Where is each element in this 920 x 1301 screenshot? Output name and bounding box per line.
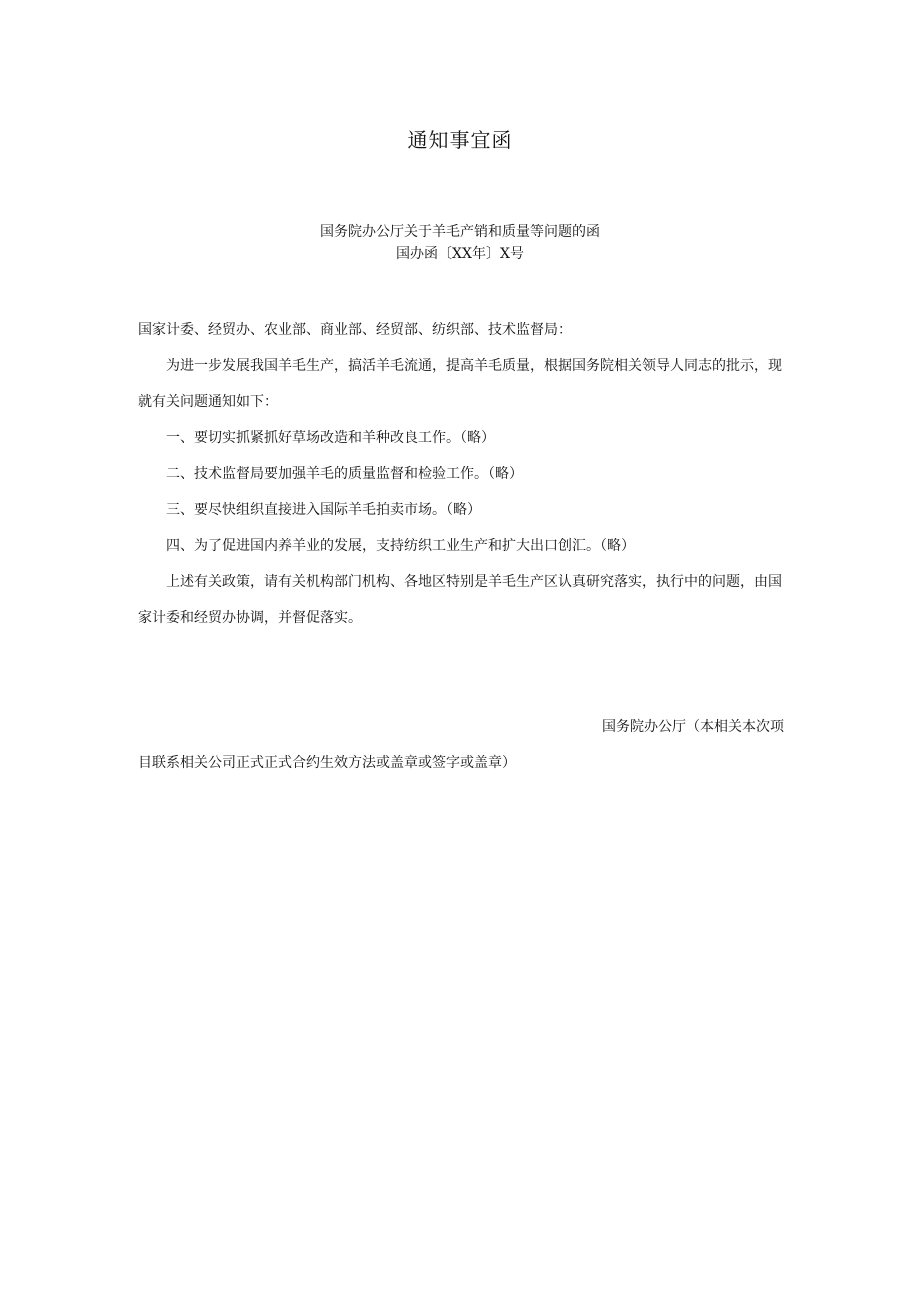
signature-line-1: 国务院办公厅（本相关本次项	[602, 719, 784, 735]
recipients-line: 国家计委、经贸办、农业部、商业部、经贸部、纺织部、技术监督局：	[138, 322, 572, 338]
signature-line-2: 目联系相关公司正式正式合约生效方法或盖章或签字或盖章）	[138, 755, 516, 771]
paragraph-item-3: 三、要尽快组织直接进入国际羊毛拍卖市场。（略）	[166, 502, 481, 518]
document-subtitle: 国务院办公厅关于羊毛产销和质量等问题的函	[320, 224, 600, 240]
paragraph-item-4: 四、为了促进国内养羊业的发展，支持纺织工业生产和扩大出口创汇。（略）	[166, 538, 635, 554]
paragraph-closing: 上述有关政策，请有关机构部门机构、各地区特别是羊毛生产区认真研究落实，执行中的问题，由国家计委和经贸办协调，并督促落实。	[138, 574, 782, 626]
document-body	[138, 312, 784, 636]
paragraph-item-1: 一、要切实抓紧抓好草场改造和羊种改良工作。（略）	[166, 430, 495, 446]
signature-block	[138, 709, 784, 781]
document-title: 通知事宜函	[407, 128, 513, 152]
paragraph-intro: 为进一步发展我国羊毛生产，搞活羊毛流通，提高羊毛质量，根据国务院相关领导人同志的批示，现就有关问题通知如下：	[138, 358, 782, 410]
document-number: 国办函〔XX年〕X号	[396, 246, 524, 262]
paragraph-item-2: 二、技术监督局要加强羊毛的质量监督和检验工作。（略）	[166, 466, 523, 482]
